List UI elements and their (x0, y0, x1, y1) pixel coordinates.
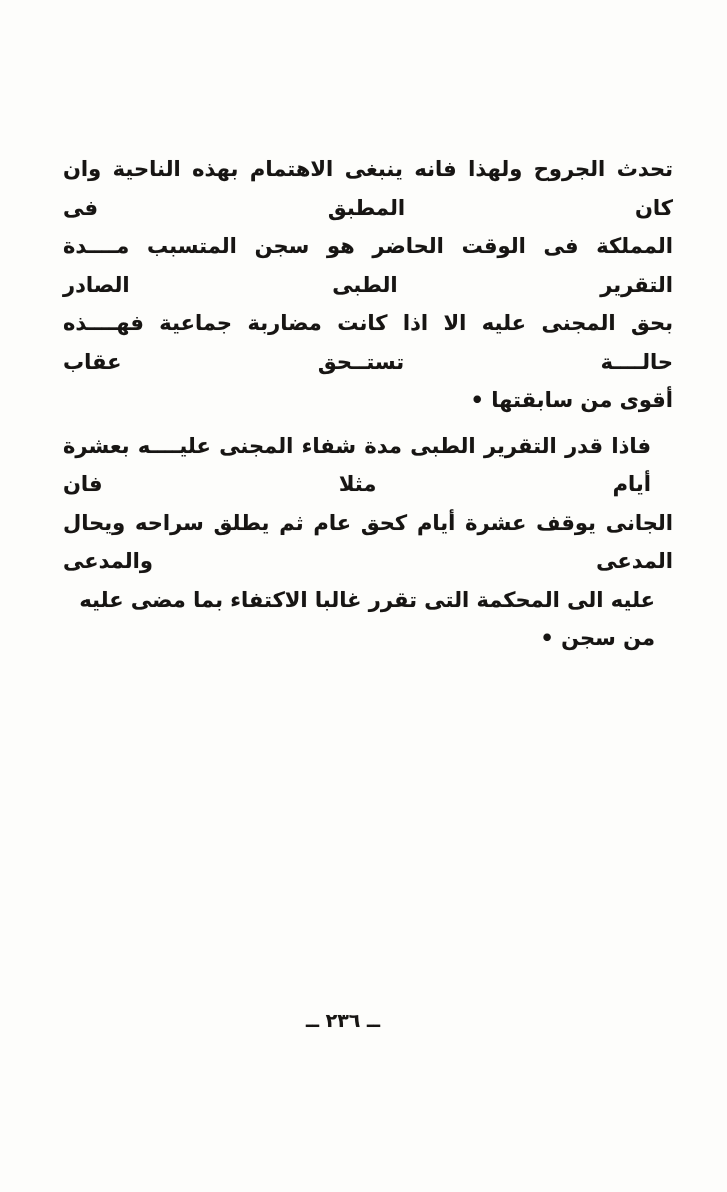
text-line: بحق المجنى عليه الا اذا كانت مضاربة جماعية فهــــذه حالــــة تستــحق عقاب (63, 311, 673, 374)
text-line: المملكة فى الوقت الحاضر هو سجن المتسبب مــــدة التقرير الطبى الصادر (63, 234, 673, 297)
text-line: عليه الى المحكمة التى تقرر غالبا الاكتفاء بما مضى عليه من سجن • (79, 587, 655, 650)
text-line: تحدث الجروح ولهذا فانه ينبغى الاهتمام بهذه الناحية وان كان المطبق فى (63, 157, 673, 220)
text-line: فاذا قدر التقرير الطبى مدة شفاء المجنى عليــــه بعشرة أيام مثلا فان (63, 433, 651, 496)
text-line: الجانى يوقف عشرة أيام كحق عام ثم يطلق سراحه ويحال المدعى والمدعى (63, 510, 673, 573)
page-number: ــ ٢٣٦ ــ (305, 1010, 380, 1032)
text-line: أقوى من سابقتها • (470, 388, 673, 412)
paragraph-1 (63, 150, 673, 420)
paragraph-2 (63, 427, 673, 658)
body-text (63, 150, 673, 658)
